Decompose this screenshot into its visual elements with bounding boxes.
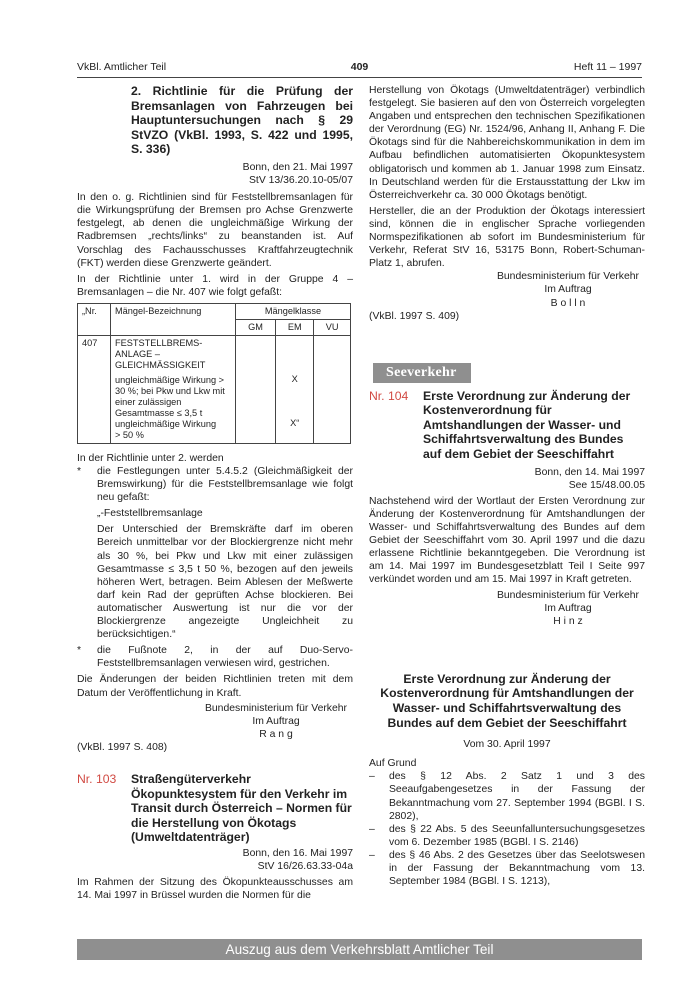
page-number: 409 [350,61,369,73]
em-mark: X [291,373,298,384]
signature-block [369,270,643,309]
paragraph: Im Rahmen der Sitzung des Ökopunkteausschusses am 14. Mai 1997 in Brüssel wurden die Normen für die [77,877,353,902]
issue-number: Heft 11 – 1997 [573,61,642,73]
paragraph: Auf Grund [369,758,417,770]
nr-103-title: Straßengüterverkehr Ökopunktesystem für den Verkehr im Transit durch Österreich – Normen für die Herstellung von Ökotags (Umweltdatenträger) [131,771,352,845]
paragraph: Herstellung von Ökotags (Umweltdatenträger) verbindlich festgelegt. Sie basieren auf den von Österreich vorgelegten Angaben und entsprechen den technischen Spezifikationen der Verordnung (EG) Nr. 1524/96, Anhang II, Anhang F. Die Ökotags sind für die Nahbereichskommunikation in dem im Aufbau befindlichen automatisierten Ökopunktesystem obligatorisch und kommen ab 1. Januar 1998 zum Einsatz. In Deutschland werden für die Erstausstattung der Lkw im Österreichverkehr ca. 30 000 Ökotags benötigt. [369,85,645,201]
table-header-designation: Mängel-Bezeichnung [111,303,236,335]
paragraph: In den o. g. Richtlinien sind für Feststellbremsanlagen für die Wirkungsprüfung der Bremsen pro Achse Grenzwerte festgelegt, ab denen die ungleichmäßige Wirkung der Radbremsen „rechts/links“ zu beanstanden ist. Auf Vorschlag des Fachausschusses Kraftfahrzeugtechnik (FKT) werden diese Grenzwerte geändert. [77,192,353,269]
citation: (VkBl. 1997 S. 409) [369,310,460,322]
list-item-text: des § 46 Abs. 2 des Gesetzes über das Seelotswesen in der Fassung der Bekanntmachung vom 13. September 1984 (BGBl. I S. 1213), [389,849,645,888]
section-label: Seeverkehr [373,363,471,383]
bullet-marker: * [77,645,82,657]
list-item-text: des § 12 Abs. 2 Satz 1 und 3 des Seeaufgabengesetzes in der Fassung der Bekanntmachung vom 27. September 1994 (BGBl. I S. 2802), [389,771,645,822]
quote-title: „-Feststellbremsanlage [97,508,203,520]
defect-table [77,303,351,444]
nr-104-title: Erste Verordnung zur Änderung der Kostenverordnung für Amtshandlungen der Wasser- und Schiffahrtsverwaltung des Bundes auf dem Gebiet der Seeschiffahrt [423,388,631,462]
list-item [77,465,353,504]
table-header-em: EM [276,319,314,335]
table-cell-gm [236,335,276,443]
nr-104-heading [369,389,645,462]
nr-103-heading [77,772,353,845]
list-item-text: des § 22 Abs. 5 des Seeunfalluntersuchungsgesetzes vom 6. Dezember 1985 (BGBl. I S. 2146) [389,823,645,848]
regulation-title: Erste Verordnung zur Änderung der Kostenverordnung für Amtshandlungen der Wasser- und Schiffahrtsverwaltung des Bundes auf dem Gebiet der Seeschiffahrt [380,671,634,730]
defect-description: ungleichmäßige Wirkung > 30 %; bei Pkw und Lkw mit einer zulässigen Gesamtmasse ≤ 3,5 t ungleichmäßige Wirkung [115,374,225,429]
list-item [369,849,645,888]
signature-ministry: Bundesministerium für Verkehr [496,271,640,283]
regulation-date: Vom 30. April 1997 [463,739,551,751]
table-cell-designation [111,335,236,443]
dash-marker: – [369,771,375,783]
defect-description-limit: > 50 % [115,429,144,440]
paragraph: In der Richtlinie unter 2. werden [77,452,224,464]
table-row [78,335,351,443]
paragraph: Nachstehend wird der Wortlaut der Ersten Verordnung zur Änderung der Kostenverordnung für Amtshandlungen der Wasser- und Schiffahrtsverwaltung des Bundes auf dem Gebiet der Seeschiffahrt vom 30. April 1997 und die dazu erlassene Richtlinie bekanntgegeben. Die Verordnung ist am 14. Mai 1997 im Bundesgesetzblatt Teil I Seite 997 verkündet worden und am 15. Mai 1997 in Kraft getreten. [369,495,645,586]
signature-block [369,589,643,628]
nr-104-reference: See 15/48.00.05 [568,479,645,491]
table-header-nr: „Nr. [78,303,111,335]
signature-order: Im Auftrag [544,602,592,614]
list-item-text: die Festlegungen unter 5.4.5.2 (Gleichmäßigkeit der Bremswirkung) für die Feststellbremsanlage wie folgt neu gefaßt: [97,466,353,504]
left-column [77,84,353,902]
table-cell-nr: 407 [78,335,111,443]
table-cell-vu [314,335,351,443]
signature-name: B o l l n [550,297,586,309]
bullet-marker: * [77,466,82,477]
signature-block [77,702,351,741]
paragraph: Die Änderungen der beiden Richtlinien treten mit dem Datum der Veröffentlichung in Kraft. [77,674,353,699]
list-item [369,823,645,849]
page-header [77,61,642,75]
em-mark: X“ [290,417,300,428]
signature-order: Im Auftrag [544,284,592,296]
list-item-text: die Fußnote 2, in der auf Duo-Servo-Feststellbremsanlagen verwiesen wird, gestrichen. [97,645,353,670]
section-2-reference: StV 13/36.20.10-05/07 [249,175,353,187]
nr-label: Nr. 103 [77,771,117,786]
nr-label: Nr. 104 [369,388,409,403]
section-2-title: 2. Richtlinie für die Prüfung der Bremsanlagen von Fahrzeugen bei Hauptuntersuchungen nach § 29 StVZO (VkBl. 1993, S. 422 und 1995, S. 336) [131,84,353,157]
header-rule [77,77,642,78]
signature-order: Im Auftrag [252,715,300,727]
nr-104-date: Bonn, den 14. Mai 1997 [534,466,645,478]
paragraph: In der Richtlinie unter 1. wird in der Gruppe 4 – Bremsanlagen – die Nr. 407 wie folgt gefaßt: [77,273,353,298]
defect-title: FESTSTELLBREMS-ANLAGE – GLEICHMÄSSIGKEIT [115,337,206,370]
nr-103-date: Bonn, den 16. Mai 1997 [242,847,353,859]
citation: (VkBl. 1997 S. 408) [77,741,168,753]
quoted-block [77,507,353,641]
dash-marker: – [369,849,375,861]
table-header-class: Mängelklasse [236,303,351,319]
journal-name: VkBl. Amtlicher Teil [77,61,167,73]
section-2-date: Bonn, den 21. Mai 1997 [242,161,353,173]
quote-text: Der Unterschied der Bremskräfte darf im oberen Bereich unmittelbar vor der Blockiergrenze nicht mehr als 30 %, bei Pkw und Lkw mit einer zulässigen Gesamtmasse ≤ 3,5 t 50 %, bezogen auf den jeweils höheren Wert, betragen. Beim Ablesen der Meßwerte darf kein Rad der geprüften Achse blockieren. Bei automatischer Auswertung ist nur die vor der Blockiergrenze angezeigte Ungleichheit zu berücksichtigen.“ [97,524,353,641]
signature-ministry: Bundesministerium für Verkehr [496,589,640,601]
paragraph: Hersteller, die an der Produktion der Ökotags interessiert sind, können die in englischer Sprache vorliegenden Normspezifikationen ab sofort im Bundesministerium für Verkehr, Referat StV 16, 53175 Bonn, Robert-Schuman-Platz 1, abrufen. [369,205,645,270]
dash-marker: – [369,823,375,835]
signature-name: H i n z [553,615,583,627]
nr-103-reference: StV 16/26.63.33-04a [257,861,353,873]
signature-name: R a n g [259,728,293,740]
list-item [77,644,353,670]
table-header-gm: GM [236,319,276,335]
table-header-vu: VU [314,319,351,335]
footer-banner: Auszug aus dem Verkehrsblatt Amtlicher Teil [77,939,642,960]
right-column [369,84,645,888]
table-cell-em [276,335,314,443]
signature-ministry: Bundesministerium für Verkehr [204,702,348,714]
section-banner [373,363,645,383]
list-item [369,770,645,822]
